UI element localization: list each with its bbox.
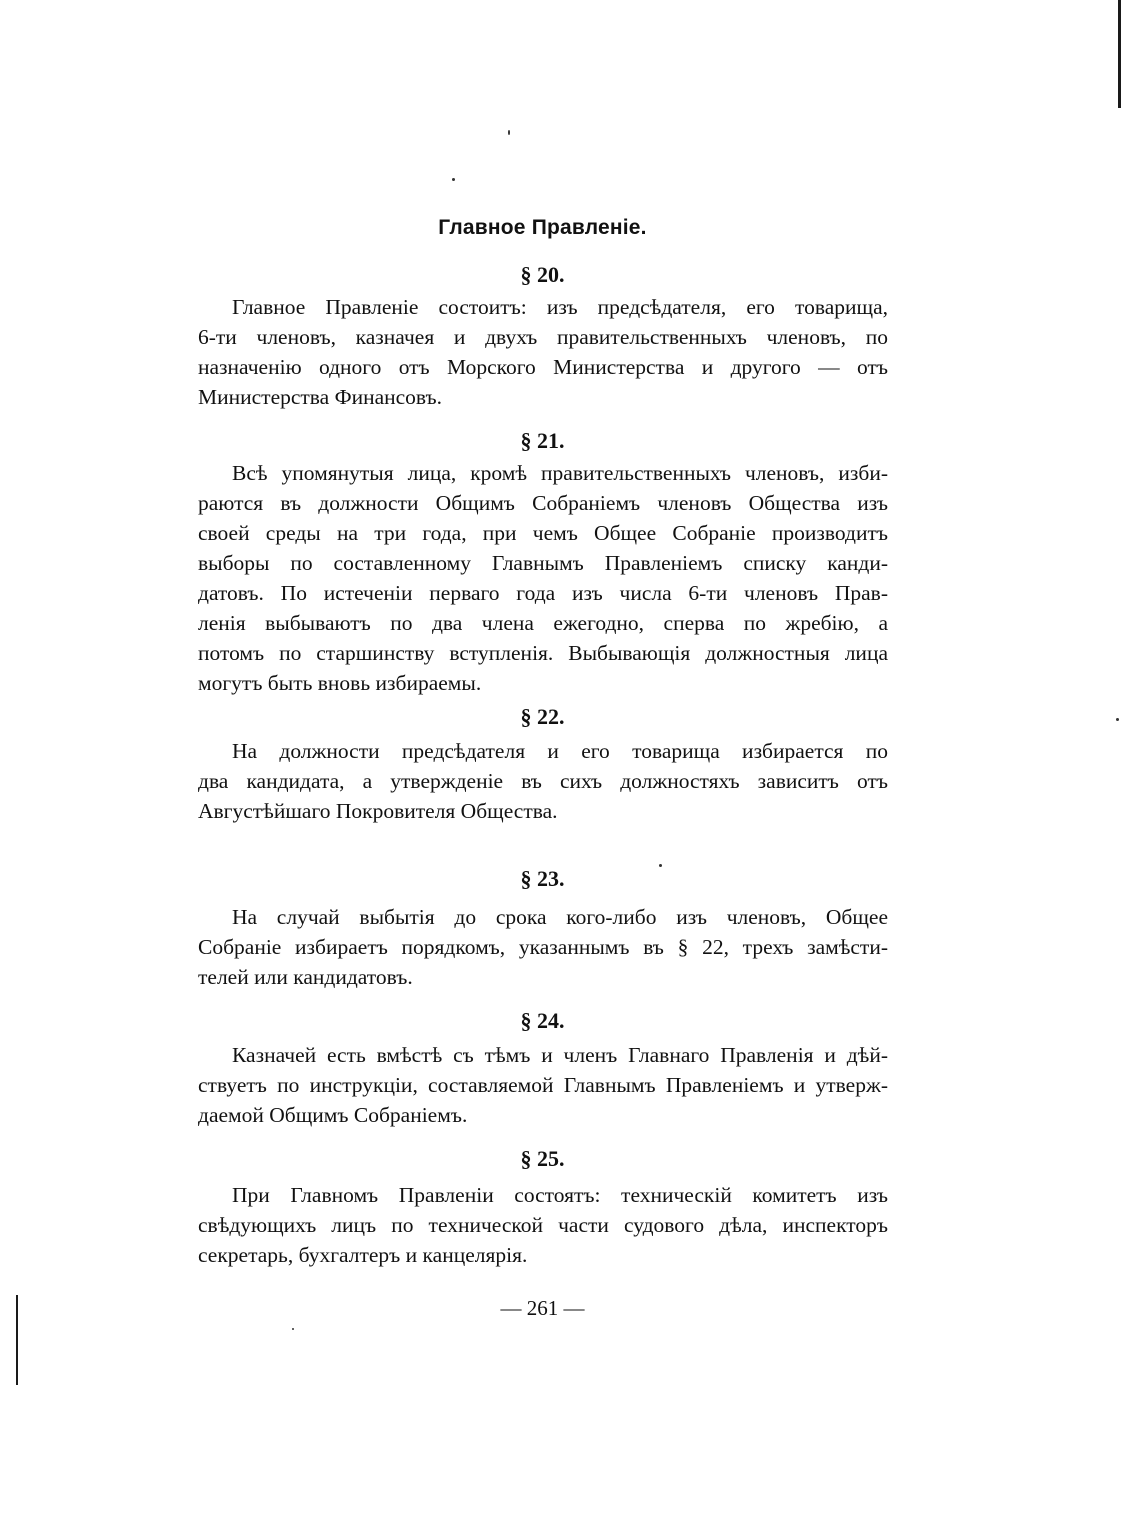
section-number: § 21. [520, 428, 565, 453]
scan-speck [508, 130, 510, 135]
scan-speck [292, 1328, 294, 1330]
paragraph [198, 458, 888, 698]
section-number: § 25. [520, 1146, 565, 1171]
section-number: § 23. [520, 866, 565, 891]
scan-speck [452, 178, 455, 181]
paragraph [198, 1040, 888, 1130]
text-line: ленія выбываютъ по два члена ежегодно, сперва по жребію, а [198, 611, 888, 635]
text-line: Собраніе избираетъ порядкомъ, указаннымъ въ § 22, трехъ замѣсти- [198, 935, 888, 959]
text-line: ствуетъ по инструкціи, составляемой Главнымъ Правленіемъ и утверж- [198, 1073, 888, 1097]
text-line: назначенію одного отъ Морского Министерства и другого — отъ [198, 355, 888, 379]
paragraph [198, 1180, 888, 1270]
scan-edge-line [1118, 0, 1121, 108]
section-number: § 22. [520, 704, 565, 729]
section-number: § 20. [520, 262, 565, 287]
page-number: — 261 — [500, 1296, 585, 1320]
text-line: 6-ти членовъ, казначея и двухъ правительственныхъ членовъ, по [198, 325, 888, 349]
text-line: На должности предсѣдателя и его товарища избирается по [232, 739, 888, 763]
text-line: При Главномъ Правленіи состоятъ: техническій комитетъ изъ [232, 1183, 888, 1207]
text-line: Августѣйшаго Покровителя Общества. [198, 799, 558, 823]
text-line: своей среды на три года, при чемъ Общее Собраніе производитъ [198, 521, 888, 545]
text-line: На случай выбытія до срока кого-либо изъ членовъ, Общее [232, 905, 888, 929]
text-line: потомъ по старшинству вступленія. Выбывающія должностныя лица [198, 641, 888, 665]
section-number: § 24. [520, 1008, 565, 1033]
scan-speck [1116, 718, 1119, 721]
text-line: два кандидата, а утвержденіе въ сихъ должностяхъ зависитъ отъ [198, 769, 888, 793]
text-line: Всѣ упомянутыя лица, кромѣ правительственныхъ членовъ, изби- [232, 461, 888, 485]
text-line: секретарь, бухгалтеръ и канцелярія. [198, 1243, 528, 1267]
page-heading: Главное Правленіе. [438, 216, 647, 239]
text-line: телей или кандидатовъ. [198, 965, 413, 989]
paragraph [198, 292, 888, 412]
text-line: датовъ. По истеченіи перваго года изъ числа 6-ти членовъ Прав- [198, 581, 888, 605]
text-line: свѣдующихъ лицъ по технической части судового дѣла, инспекторъ [198, 1213, 888, 1237]
text-line: выборы по составленному Главнымъ Правленіемъ списку канди- [198, 551, 888, 575]
text-line: Министерства Финансовъ. [198, 385, 443, 409]
text-line: даемой Общимъ Собраніемъ. [198, 1103, 468, 1127]
text-line: Главное Правленіе состоитъ: изъ предсѣдателя, его товарища, [232, 295, 888, 319]
paragraph [198, 736, 888, 826]
text-line: раются въ должности Общимъ Собраніемъ членовъ Общества изъ [198, 491, 888, 515]
text-line: могутъ быть вновь избираемы. [198, 671, 482, 695]
paragraph [198, 902, 888, 992]
text-line: Казначей есть вмѣстѣ съ тѣмъ и членъ Главнаго Правленія и дѣй- [232, 1043, 888, 1067]
